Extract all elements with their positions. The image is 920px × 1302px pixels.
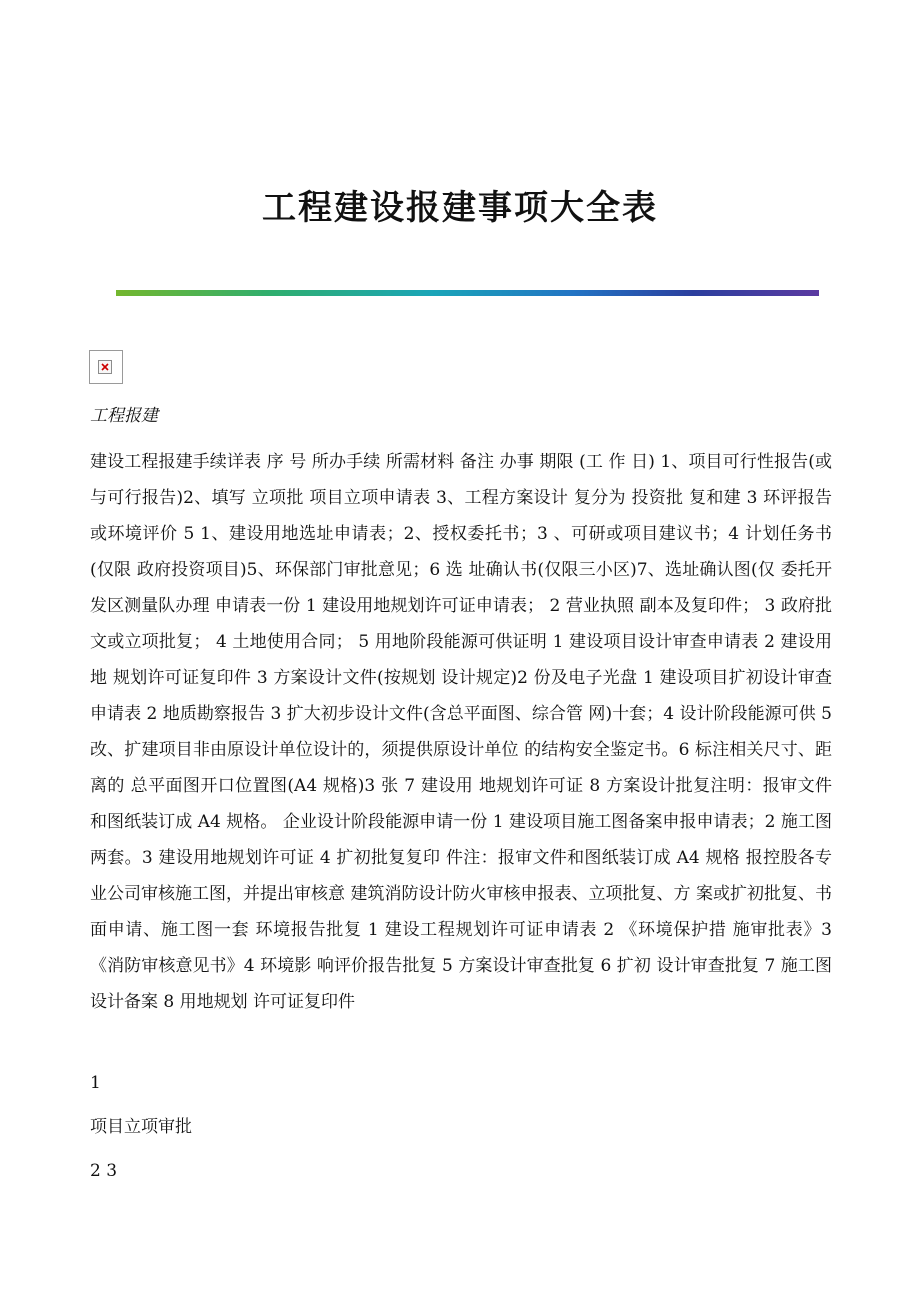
body-paragraph: 建设工程报建手续详表 序 号 所办手续 所需材料 备注 办事 期限 (工 作 日) 1、项目可行性报告(或与可行报告)2、填写 立项批 项目立项申请表 3、工程方案设计 复分为 投资批 复和建 3 环评报告或环境评价 5 1、建设用地选址申请表；2、授权委托书；3 、可研或项目建议书；4 计划任务书(仅限 政府投资项目)5、环保部门审批意见；6 选 址确认书(仅限三小区)7、选址确认图(仅 委托开发区测量队办理 申请表一份 1 建设用地规划许可证申请表； 2 营业执照 副本及复印件； 3 政府批文或立项批复； 4 土地使用合同； 5 用地阶段能源可供证明 1 建设项目设计审查申请表 2 建设用地 规划许可证复印件 3 方案设计文件(按规划 设计规定)2 份及电子光盘 1 建设项目扩初设计审查申请表 2 地质勘察报告 3 扩大初步设计文件(含总平面图、综合管 网)十套；4 设计阶段能源可供 5 改、扩建项目非由原设计单位设计的，须提供原设计单位 的结构安全鉴定书。6 标注相关尺寸、距离的 总平面图开口位置图(A4 规格)3 张 7 建设用 地规划许可证 8 方案设计批复注明：报审文件 和图纸装订成 A4 规格。 企业设计阶段能源申请一份 1 建设项目施工图备案申报申请表；2 施工图 两套。3 建设用地规划许可证 4 扩初批复复印 件注：报审文件和图纸装订成 A4 规格 报控股各专业公司审核施工图，并提出审核意 建筑消防设计防火审核申报表、立项批复、方 案或扩初批复、书面申请、施工图一套 环境报告批复 1 建设工程规划许可证申请表 2 《环境保护措 施审批表》3 《消防审核意见书》4 环境影 响评价报告批复 5 方案设计审查批复 6 扩初 设计审查批复 7 施工图设计备案 8 用地规划 许可证复印件 bbox=[90, 452, 832, 1012]
subheading-project-approval: 项目立项审批 bbox=[90, 1117, 192, 1137]
page-number-1: 1 bbox=[90, 1073, 101, 1093]
page-numbers-2-3: 2 3 bbox=[90, 1161, 118, 1181]
document-title: 工程建设报建事项大全表 bbox=[262, 188, 658, 228]
section-heading: 工程报建 bbox=[90, 406, 158, 426]
broken-image-icon bbox=[89, 350, 123, 384]
title-divider bbox=[116, 290, 819, 296]
